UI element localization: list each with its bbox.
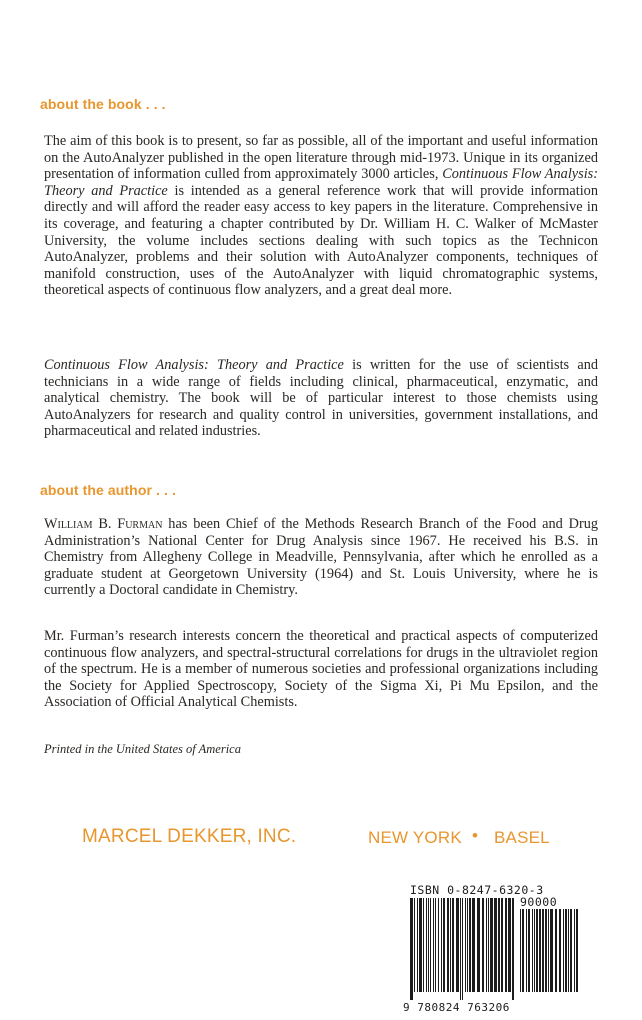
barcode-bar (548, 909, 549, 992)
barcode-bar (435, 898, 436, 992)
barcode-bar (417, 898, 418, 992)
barcode-bar (450, 898, 451, 992)
barcode-bar (441, 898, 442, 992)
barcode-bar (498, 898, 500, 992)
barcode-bar (447, 898, 449, 992)
barcode-bar (550, 909, 553, 992)
publisher-city-new-york: NEW YORK (368, 828, 462, 847)
barcode-bar (460, 898, 461, 1000)
barcode-bar (574, 909, 575, 992)
barcode-bar (545, 909, 547, 992)
barcode-bar (423, 898, 424, 992)
barcode-bar (542, 909, 544, 992)
barcode-bar (486, 898, 487, 992)
barcode-bar (570, 909, 572, 992)
barcode-bar (576, 909, 578, 992)
isbn-addon-barcode (520, 909, 582, 1000)
barcode-bar (490, 898, 493, 992)
barcode-bar (456, 898, 459, 992)
barcode-bar (477, 898, 480, 992)
isbn-barcode-digits: 9 780824 763206 (403, 1001, 510, 1014)
publisher-city-basel: BASEL (494, 828, 550, 847)
isbn-addon-code: 90000 (520, 895, 558, 909)
book-title-italic: Continuous Flow Analysis: Theory and Practice (44, 357, 344, 373)
about-author-paragraph-2: Mr. Furman’s research interests concern the theoretical and practical aspects of computerized continuous flow analyzers, and spectral-structural correlations for drugs in the ultraviolet region of the spectrum. He is a member of numerous societies and professional organizations including the Society for Applied Spectroscopy, Society of the Sigma Xi, Pi Mu Epsilon, and the Association of Official Analytical Chemists. (44, 628, 598, 711)
barcode-bar (536, 909, 538, 992)
isbn-barcode (410, 898, 516, 1000)
barcode-bar (472, 898, 475, 992)
barcode-bar (462, 898, 463, 1000)
barcode-bar (419, 898, 422, 992)
barcode-bar (494, 898, 497, 992)
barcode-bar (512, 898, 514, 1000)
barcode-bar (488, 898, 489, 992)
about-book-heading: about the book . . . (40, 96, 166, 112)
publisher-bullet: • (472, 826, 479, 845)
barcode-bar (568, 909, 569, 992)
about-author-heading: about the author . . . (40, 482, 176, 498)
barcode-bar (426, 898, 427, 992)
author-name: William B. Furman (44, 516, 163, 532)
barcode-bar (443, 898, 445, 992)
barcode-bar (469, 898, 471, 992)
barcode-bar (501, 898, 503, 992)
barcode-bar (414, 898, 415, 992)
barcode-bar (520, 909, 521, 992)
barcode-bar (528, 909, 530, 992)
barcode-bar (433, 898, 434, 992)
barcode-bar (467, 898, 468, 992)
printed-in-usa: Printed in the United States of America (44, 742, 241, 756)
barcode-bar (428, 898, 429, 992)
barcode-bar (438, 898, 439, 992)
about-book-paragraph-2: Continuous Flow Analysis: Theory and Practice is written for the use of scientists and technicians in a wide range of fields including clinical, pharmaceutical, enzymatic, and analytical chemistry. The book will be of particular interest to those chemists using AutoAnalyzers for research and quality control in universities, government installations, and pharmaceutical and related industries. (44, 357, 598, 440)
barcode-bar (508, 898, 511, 992)
barcode-bar (410, 898, 413, 1000)
barcode-bar (452, 898, 454, 992)
barcode-bar (539, 909, 541, 992)
barcode-bar (505, 898, 507, 992)
barcode-bar (563, 909, 564, 992)
barcode-bar (430, 898, 431, 992)
isbn-label: ISBN 0-8247-6320-3 (410, 883, 544, 897)
barcode-bar (482, 898, 484, 992)
barcode-bar (522, 909, 524, 992)
barcode-bar (534, 909, 535, 992)
barcode-bar (555, 909, 557, 992)
barcode-bar (465, 898, 466, 992)
about-book-paragraph-1: The aim of this book is to present, so far as possible, all of the important and useful information on the AutoAnalyzer published in the open literature through mid-1973. Unique in its organized presentation of information culled from approximately 3000 articles, Continuous Flow Analysis: Theory and Practice is intended as a general reference work that will provide information directly and will afford the reader easy access to key papers in the literature. Comprehensive in its coverage, and featuring a chapter contributed by Dr. William H. C. Walker of McMaster University, the volume includes sections dealing with such topics as the Technicon AutoAnalyzer, problems and their solution with AutoAnalyzer components, techniques of manifold construction, uses of the AutoAnalyzer with liquid chromatographic systems, theoretical aspects of continuous flow analyzers, and a great deal more. (44, 133, 598, 299)
barcode-bar (526, 909, 527, 992)
book-title-italic: Continuous Flow Analysis: Theory and Practice (44, 166, 598, 199)
barcode-bar (532, 909, 533, 992)
barcode-bar (559, 909, 561, 992)
publisher-name: MARCEL DEKKER, INC. (82, 826, 297, 847)
about-author-paragraph-1: William B. Furman has been Chief of the Methods Research Branch of the Food and Drug Administration’s National Center for Drug Analysis since 1967. He received his B.S. in Chemistry from Allegheny College in Meadville, Pennsylvania, after which he enrolled as a graduate student at Georgetown University (1964) and St. Louis University, where he is currently a Doctoral candidate in Chemistry. (44, 516, 599, 599)
barcode-bar (565, 909, 567, 992)
